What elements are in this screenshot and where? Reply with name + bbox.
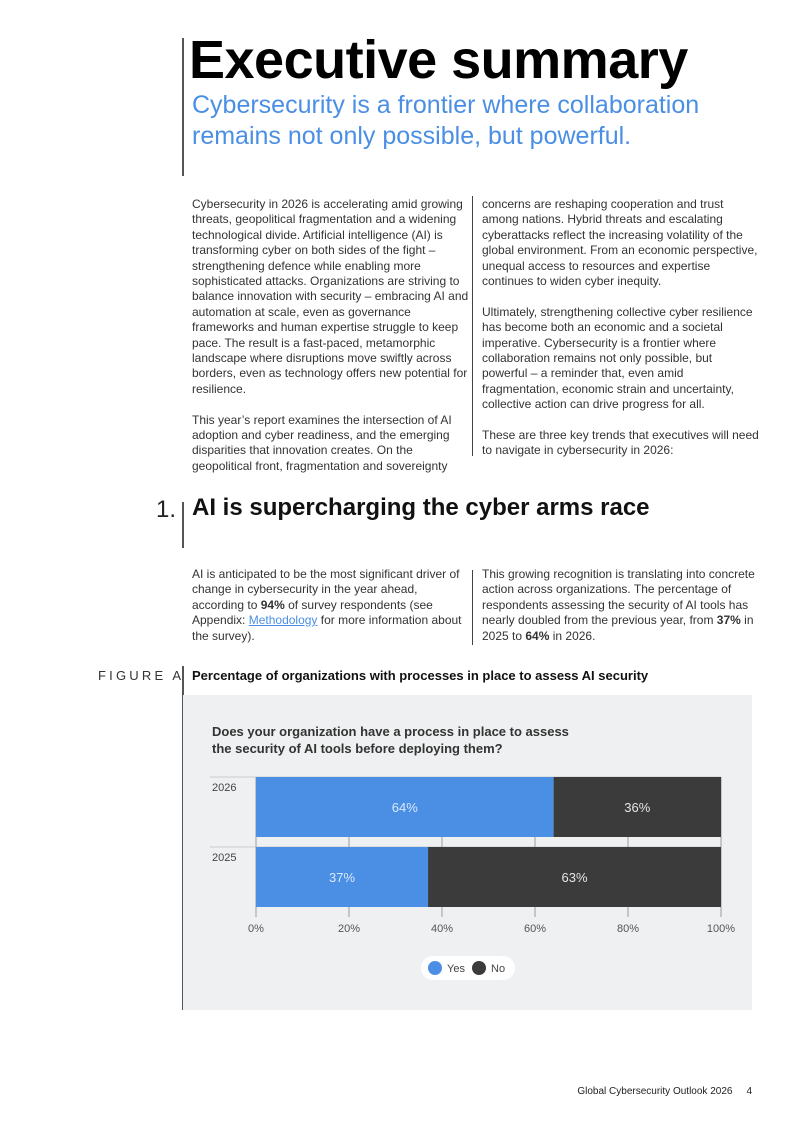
legend-swatch-yes <box>428 961 442 975</box>
header-rule <box>182 38 184 176</box>
intro-paragraph: Ultimately, strengthening collective cyber resilience has become both an economic and a societal imperative. Cybersecurity is a frontier where collaboration remains not only possible, but powerful – a reminder that, even amid fragmentation, economic strain and uncertainty, collective action can drive progress for all. <box>482 304 753 412</box>
x-tick-label: 60% <box>523 923 547 935</box>
section-paragraph: AI is anticipated to be the most significant driver of change in cybersecurity in the year ahead, according to 94% of survey respondents (see Appendix: Methodology for more information about the survey). <box>192 567 462 643</box>
page-number: 4 <box>746 1086 752 1097</box>
page-subtitle: Cybersecurity is a frontier where collaboration remains not only possible, but powerful. <box>192 91 700 150</box>
stat-94: 94% <box>260 597 285 612</box>
intro-paragraph: This year’s report examines the intersection of AI adoption and cyber readiness, and the emerging disparities that innovation creates. On the geopolitical front, fragmentation and sovereignty <box>192 412 452 473</box>
section-column-right <box>482 567 760 644</box>
stat-37: 37% <box>716 613 741 628</box>
intro-paragraph: concerns are reshaping cooperation and trust among nations. Hybrid threats and escalating cyberattacks reflect the increasing volatility of the global environment. From an economic perspective, unequal access to resources and expertise continues to widen cyber inequity. <box>482 197 758 289</box>
intro-paragraph: Cybersecurity in 2026 is accelerating amid growing threats, geopolitical fragmentation and a widening technological divide. Artificial intelligence (AI) is transforming cyber on both sides of the fight – strengthening defence while enabling more sophisticated attacks. Organizations are striving to balance innovation with security – embracing AI and automation at scale, even as governance frameworks and human expertise struggle to keep pace. The result is a fast-paced, metamorphic landscape where disruptions move swiftly across borders, even as technology offers new potential for resilience. <box>192 197 469 396</box>
legend-label: No <box>491 963 506 975</box>
intro-column-left <box>192 197 470 474</box>
section-rule <box>182 502 184 548</box>
section-column-left <box>192 567 470 644</box>
page-footer <box>577 1086 752 1097</box>
x-tick-label: 0% <box>248 923 264 935</box>
legend-label: Yes <box>447 963 465 975</box>
page-title: Executive summary <box>189 30 688 90</box>
section-number: 1. <box>156 496 177 523</box>
data-label: 63% <box>561 870 588 885</box>
column-divider <box>472 570 473 645</box>
figure-title: Percentage of organizations with processes in place to assess AI security <box>192 668 649 683</box>
legend-swatch-no <box>472 961 486 975</box>
category-label: 2026 <box>212 782 237 794</box>
x-tick-label: 40% <box>430 923 454 935</box>
section-title: AI is supercharging the cyber arms race <box>192 494 650 521</box>
section-paragraph: This growing recognition is translating into concrete action across organizations. The percentage of respondents assessing the security of AI tools has nearly doubled from the previous year, from 37% in 2025 to 64% in 2026. <box>482 567 755 643</box>
x-tick-label: 80% <box>616 923 640 935</box>
x-tick-label: 100% <box>706 923 736 935</box>
footer-report-title: Global Cybersecurity Outlook 2026 <box>577 1086 733 1097</box>
intro-paragraph: These are three key trends that executives will need to navigate in cybersecurity in 2026: <box>482 428 759 458</box>
x-tick-label: 20% <box>337 923 361 935</box>
stat-64: 64% <box>525 628 550 643</box>
intro-column-right <box>482 197 760 459</box>
data-label: 36% <box>624 800 651 815</box>
chart-question: Does your organization have a process in place to assess the security of AI tools before deploying them? <box>212 724 569 756</box>
data-label: 64% <box>391 800 418 815</box>
data-label: 37% <box>329 870 356 885</box>
column-divider <box>472 196 473 456</box>
category-label: 2025 <box>212 852 237 864</box>
methodology-link[interactable]: Methodology <box>248 613 318 628</box>
figure-label: FIGURE A <box>98 668 185 683</box>
stacked-bar-chart <box>210 772 740 987</box>
